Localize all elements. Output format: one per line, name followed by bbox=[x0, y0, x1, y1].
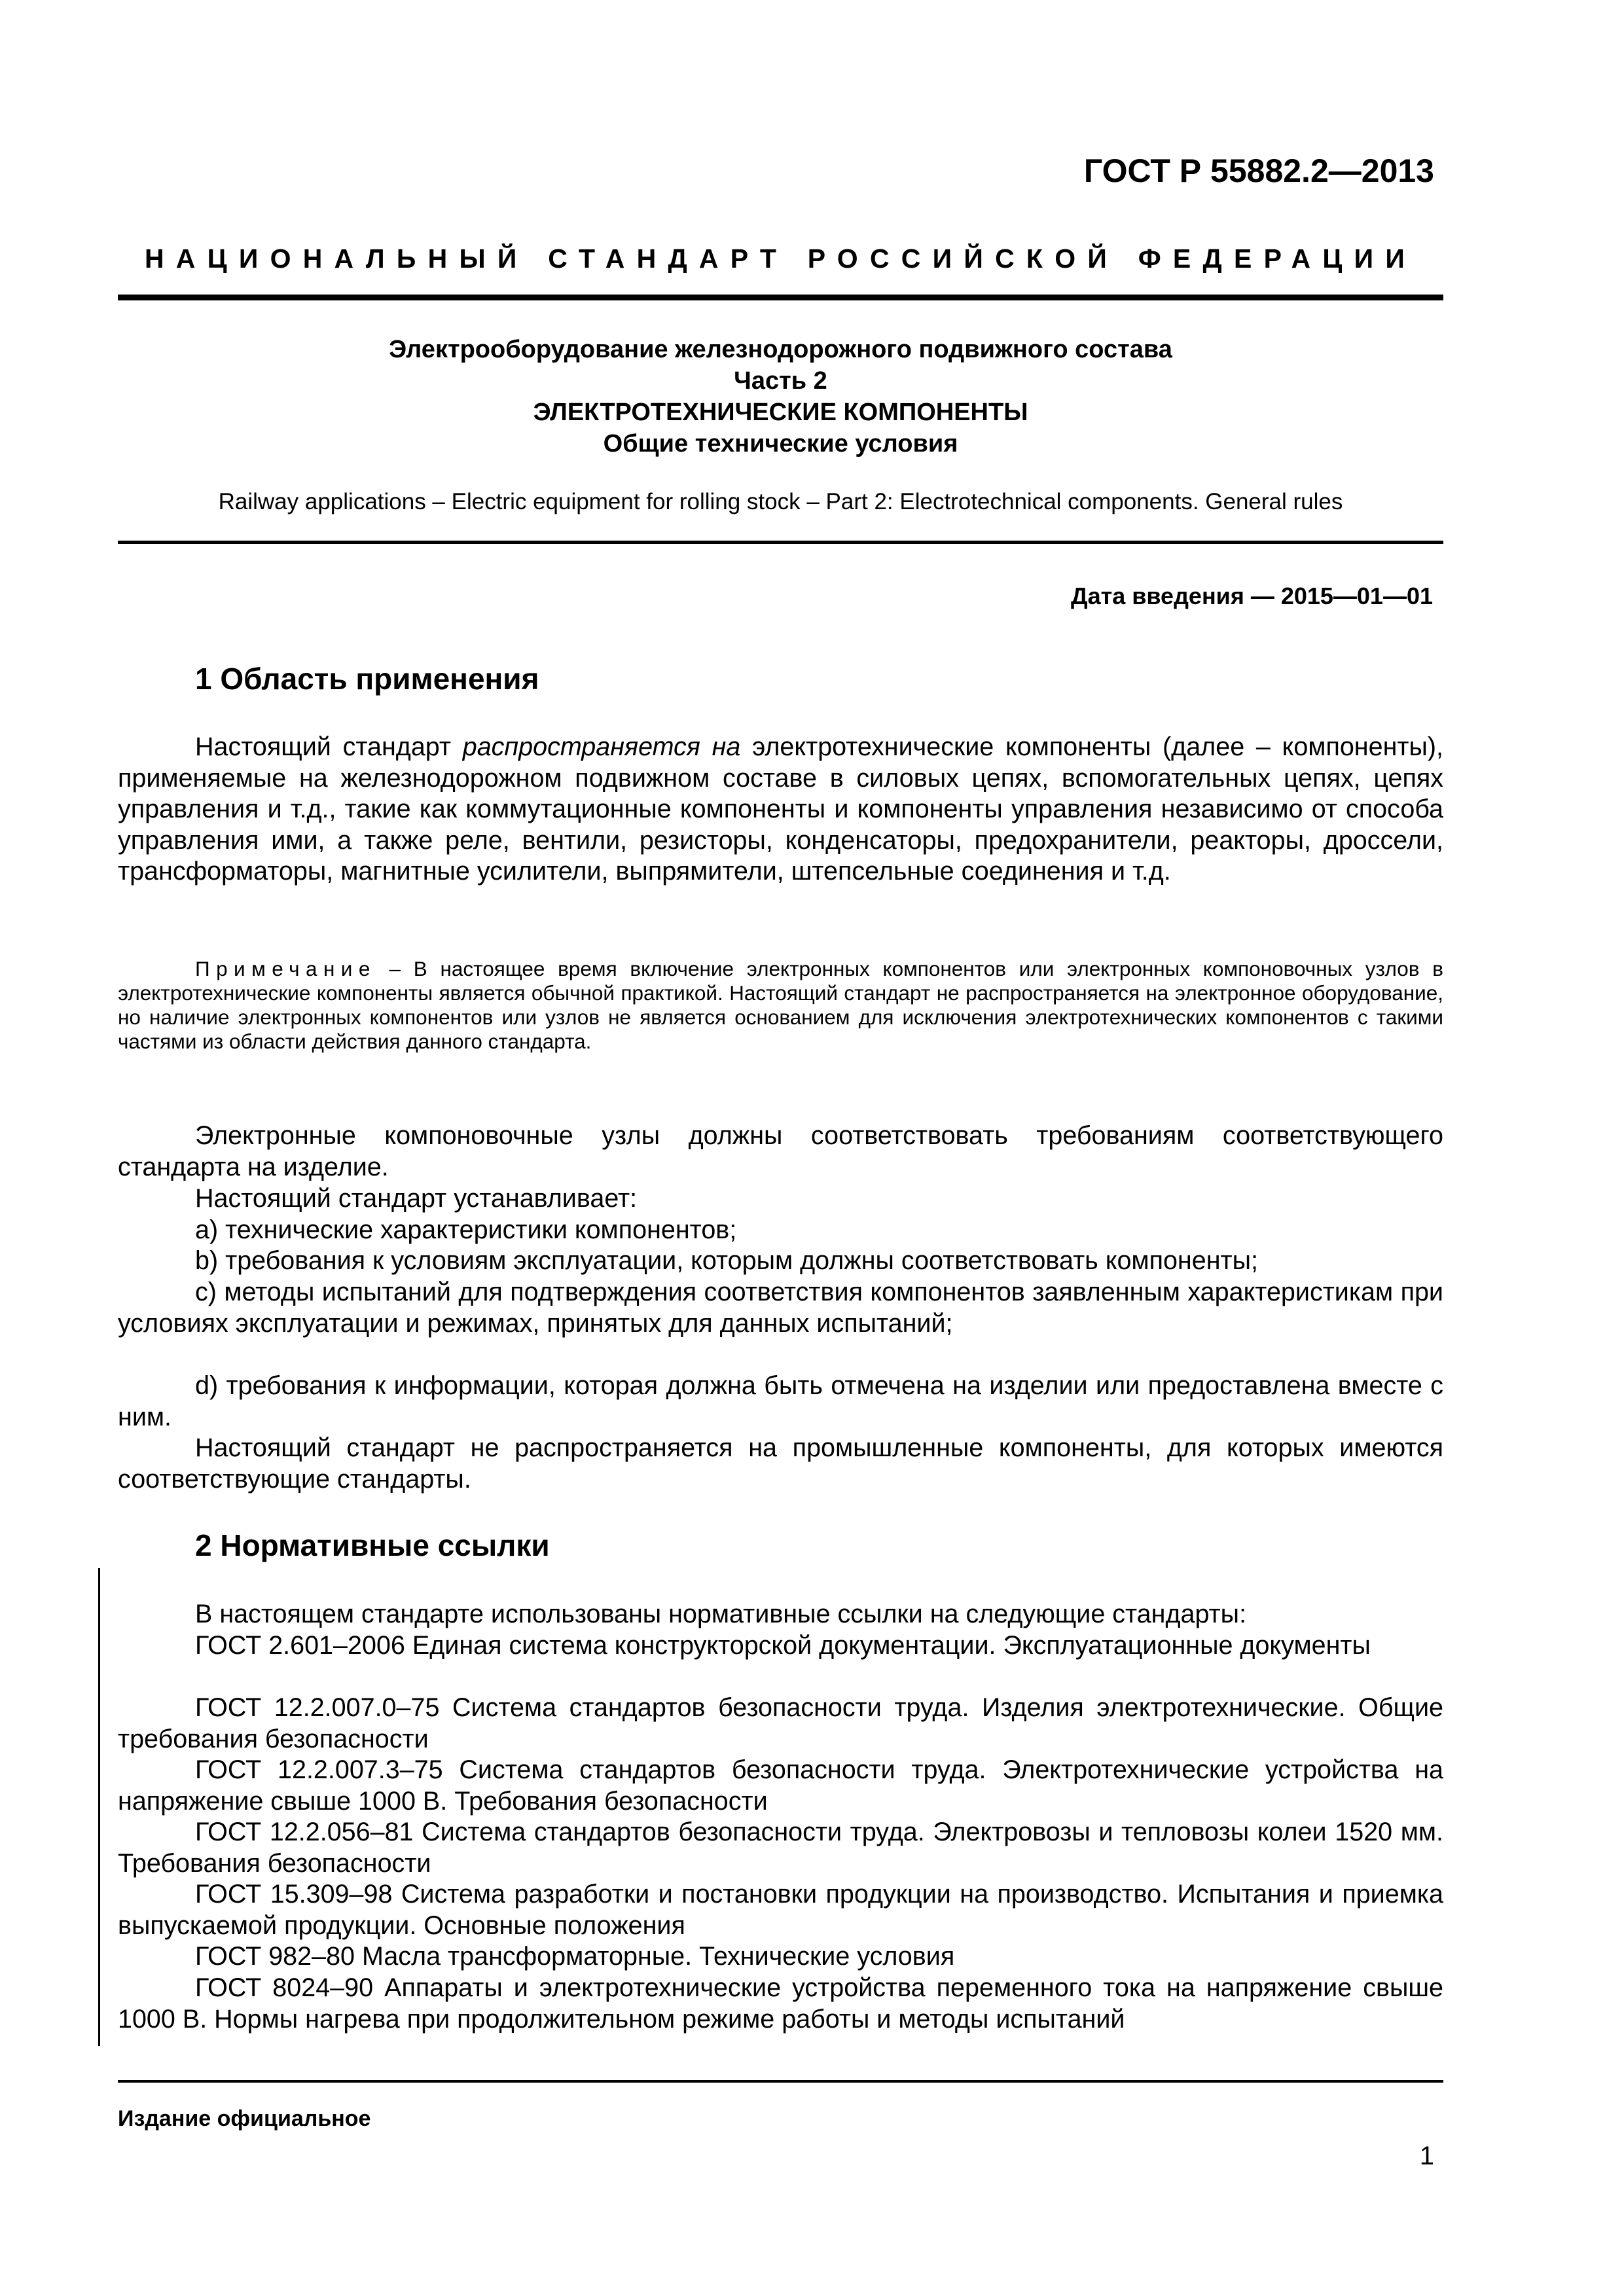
document-code: ГОСТ Р 55882.2—2013 bbox=[1083, 152, 1434, 189]
title-block bbox=[118, 334, 1443, 459]
english-title: Railway applications – Electric equipment for rolling stock – Part 2: Electrotechnical components. General rules bbox=[218, 489, 1343, 514]
section-1-paragraph-4: Настоящий стандарт не распространяется на промышленные компоненты, для которых имеются соответствующие стандарты. bbox=[118, 1433, 1443, 1494]
reference-item: ГОСТ 2.601–2006 Единая система конструкторской документации. Эксплуатационные документы bbox=[195, 1631, 1371, 1660]
title-line-2: Часть 2 bbox=[734, 367, 827, 395]
p1-text-end: электротехнические компоненты (далее – компоненты), применяемые на железнодорожном подвижном составе в силовых цепях, вспомогательных цепях, цепях управления и т.д., такие как коммутационные компоненты и компоненты управления независимо от способа управления ими, а также реле, вентили, резисторы, конденсаторы, предохранители, реакторы, дроссели, трансформаторы, магнитные усилители, выпрямители, штепсельные соединения и т.д. bbox=[118, 732, 1444, 886]
title-line-1: Электрооборудование железнодорожного подвижного состава bbox=[389, 336, 1172, 363]
reference-item: ГОСТ 15.309–98 Система разработки и постановки продукции на производство. Испытания и приемка выпускаемой продукции. Основные положения bbox=[118, 1880, 1443, 1940]
official-edition-label: Издание официальное bbox=[118, 2106, 371, 2131]
title-line-3: ЭЛЕКТРОТЕХНИЧЕСКИЕ КОМПОНЕНТЫ bbox=[533, 399, 1028, 426]
reference-item: ГОСТ 12.2.007.0–75 Система стандартов безопасности труда. Изделия электротехнические. Общие требования безопасности bbox=[118, 1693, 1443, 1753]
note-label: Примечание bbox=[195, 957, 376, 980]
section-2-intro: В настоящем стандарте использованы нормативные ссылки на следующие стандарты: bbox=[195, 1600, 1247, 1628]
list-item-a: a) технические характеристики компонентов; bbox=[195, 1215, 737, 1244]
note-paragraph bbox=[118, 957, 1443, 1054]
section-1-paragraph-3: Настоящий стандарт устанавливает: bbox=[195, 1184, 638, 1213]
list-item-b: b) требования к условиям эксплуатации, которым должны соответствовать компоненты; bbox=[195, 1246, 1258, 1275]
reference-item: ГОСТ 12.2.007.3–75 Система стандартов безопасности труда. Электротехнические устройства на напряжение свыше 1000 В. Требования безопасности bbox=[118, 1755, 1443, 1816]
title-line-4: Общие технические условия bbox=[603, 430, 958, 457]
p1-italic-text: распространяется на bbox=[462, 732, 741, 761]
change-bar bbox=[98, 1568, 100, 2046]
footer-divider bbox=[118, 2080, 1443, 2083]
introduction-date: Дата введения — 2015—01—01 bbox=[1070, 583, 1433, 609]
note-text: – В настоящее время включение электронных компонентов или электронных компоновочных узлов в электротехнические компоненты является обычной практикой. Настоящий стандарт не распространяется на электронное оборудование, но наличие электронных компонентов или узлов не является основанием для исключения электротехнических компонентов с такими частями из области действия данного стандарта. bbox=[118, 957, 1443, 1053]
page-number: 1 bbox=[1419, 2142, 1434, 2170]
list-item-d: d) требования к информации, которая должна быть отмечена на изделии или предоставлена вместе с ним. bbox=[118, 1371, 1443, 1431]
title-divider bbox=[118, 541, 1443, 544]
section-1-heading: 1 Область применения bbox=[195, 662, 539, 696]
section-1-paragraph-2: Электронные компоновочные узлы должны соответствовать требованиям соответствующего стандарта на изделие. bbox=[118, 1121, 1443, 1181]
p1-text-start: Настоящий стандарт bbox=[195, 732, 463, 761]
reference-item: ГОСТ 8024–90 Аппараты и электротехнические устройства переменного тока на напряжение свыше 1000 В. Нормы нагрева при продолжительном режиме работы и методы испытаний bbox=[118, 1973, 1443, 2034]
reference-item: ГОСТ 982–80 Масла трансформаторные. Технические условия bbox=[195, 1942, 955, 1971]
section-2-heading: 2 Нормативные ссылки bbox=[195, 1528, 550, 1562]
header-divider bbox=[118, 295, 1443, 300]
section-1-paragraph-1 bbox=[118, 732, 1443, 888]
list-item-c: c) методы испытаний для подтверждения соответствия компонентов заявленным характеристикам при условиях эксплуатации и режимах, принятых для данных испытаний; bbox=[118, 1278, 1443, 1338]
national-standard-banner: НАЦИОНАЛЬНЫЙ СТАНДАРТ РОССИЙСКОЙ ФЕДЕРАЦИИ bbox=[144, 243, 1417, 274]
reference-item: ГОСТ 12.2.056–81 Система стандартов безопасности труда. Электровозы и тепловозы колеи 1520 мм. Требования безопасности bbox=[118, 1818, 1443, 1878]
